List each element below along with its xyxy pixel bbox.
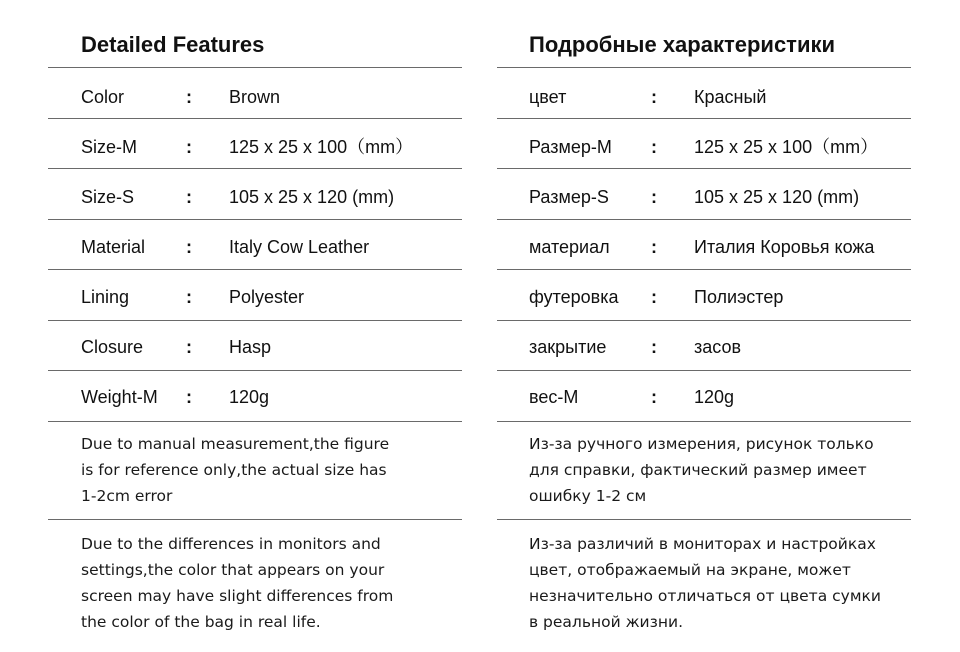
- spec-value: 120g: [694, 387, 735, 407]
- measurement-note: [81, 431, 451, 509]
- spec-colon: :: [186, 237, 192, 257]
- spec-row-size-s: [48, 170, 462, 220]
- spec-row-size-m: [497, 120, 911, 170]
- spec-label: закрытие: [529, 337, 607, 357]
- spec-colon: :: [186, 137, 192, 157]
- spec-value: Italy Cow Leather: [229, 237, 370, 257]
- spec-colon: :: [186, 87, 192, 107]
- measurement-note: [529, 431, 909, 509]
- spec-colon: :: [186, 287, 192, 307]
- note-line: Из-за ручного измерения, рисунок только: [529, 435, 874, 453]
- spec-row-material: [48, 220, 462, 270]
- divider: [48, 519, 462, 520]
- spec-label: Color: [81, 87, 125, 107]
- spec-row-color: [497, 70, 911, 120]
- spec-label: Size-S: [81, 187, 135, 207]
- spec-value: Полиэстер: [694, 287, 784, 307]
- spec-row-color: [48, 70, 462, 120]
- divider: [497, 421, 911, 422]
- divider: [497, 168, 911, 169]
- spec-colon: :: [186, 337, 192, 357]
- note-line: для справки, фактический размер имеет: [529, 461, 867, 479]
- divider: [48, 168, 462, 169]
- spec-label: футеровка: [529, 287, 619, 307]
- divider: [497, 519, 911, 520]
- divider: [48, 421, 462, 422]
- spec-value: засов: [694, 337, 742, 357]
- spec-colon: :: [186, 187, 192, 207]
- spec-colon: :: [651, 137, 657, 157]
- note-line: is for reference only,the actual size has: [81, 461, 387, 479]
- spec-label: материал: [529, 237, 610, 257]
- spec-label: Material: [81, 237, 146, 257]
- spec-value: 125 x 25 x 100（mm）: [694, 137, 879, 157]
- spec-colon: :: [651, 237, 657, 257]
- spec-row-weight: [497, 370, 911, 420]
- spec-label: Lining: [81, 287, 130, 307]
- note-line: 1-2cm error: [81, 487, 173, 505]
- note-line: незначительно отличаться от цвета сумки: [529, 587, 881, 605]
- spec-value: Hasp: [229, 337, 272, 357]
- spec-row-closure: [497, 320, 911, 370]
- spec-label: Size-M: [81, 137, 138, 157]
- panel-title: Подробные характеристики: [529, 32, 836, 57]
- spec-row-lining: [497, 270, 911, 320]
- color-note: [529, 531, 909, 635]
- spec-colon: :: [651, 337, 657, 357]
- spec-label: Размер-S: [529, 187, 609, 207]
- note-line: ошибку 1-2 см: [529, 487, 647, 505]
- spec-colon: :: [651, 87, 657, 107]
- spec-row-size-s: [497, 170, 911, 220]
- spec-value: Polyester: [229, 287, 305, 307]
- divider: [497, 67, 911, 68]
- spec-value: 120g: [229, 387, 270, 407]
- note-line: Due to the differences in monitors and: [81, 535, 381, 553]
- color-note: [81, 531, 451, 635]
- spec-colon: :: [651, 387, 657, 407]
- spec-value: Италия Коровья кожа: [694, 237, 875, 257]
- note-line: Due to manual measurement,the figure: [81, 435, 390, 453]
- panel-title: Detailed Features: [81, 32, 265, 57]
- spec-value: Красный: [694, 87, 767, 107]
- spec-label: цвет: [529, 87, 567, 107]
- spec-row-closure: [48, 320, 462, 370]
- note-line: settings,the color that appears on your: [81, 561, 385, 579]
- note-line: Из-за различий в мониторах и настройках: [529, 535, 876, 553]
- note-line: the color of the bag in real life.: [81, 613, 321, 631]
- spec-colon: :: [651, 287, 657, 307]
- spec-row-size-m: [48, 120, 462, 170]
- spec-value: 105 x 25 x 120 (mm): [229, 187, 395, 207]
- spec-label: Closure: [81, 337, 144, 357]
- spec-label: Weight-M: [81, 387, 158, 407]
- spec-colon: :: [186, 387, 192, 407]
- spec-value: 125 x 25 x 100（mm）: [229, 137, 414, 157]
- spec-label: Размер-М: [529, 137, 612, 157]
- spec-value: 105 x 25 x 120 (mm): [694, 187, 860, 207]
- spec-colon: :: [651, 187, 657, 207]
- spec-value: Brown: [229, 87, 281, 107]
- note-line: screen may have slight differences from: [81, 587, 394, 605]
- spec-row-lining: [48, 270, 462, 320]
- divider: [497, 118, 911, 119]
- note-line: в реальной жизни.: [529, 613, 684, 631]
- note-line: цвет, отображаемый на экране, может: [529, 561, 851, 579]
- spec-row-weight: [48, 370, 462, 420]
- divider: [48, 118, 462, 119]
- spec-row-material: [497, 220, 911, 270]
- divider: [48, 67, 462, 68]
- spec-label: вес-М: [529, 387, 579, 407]
